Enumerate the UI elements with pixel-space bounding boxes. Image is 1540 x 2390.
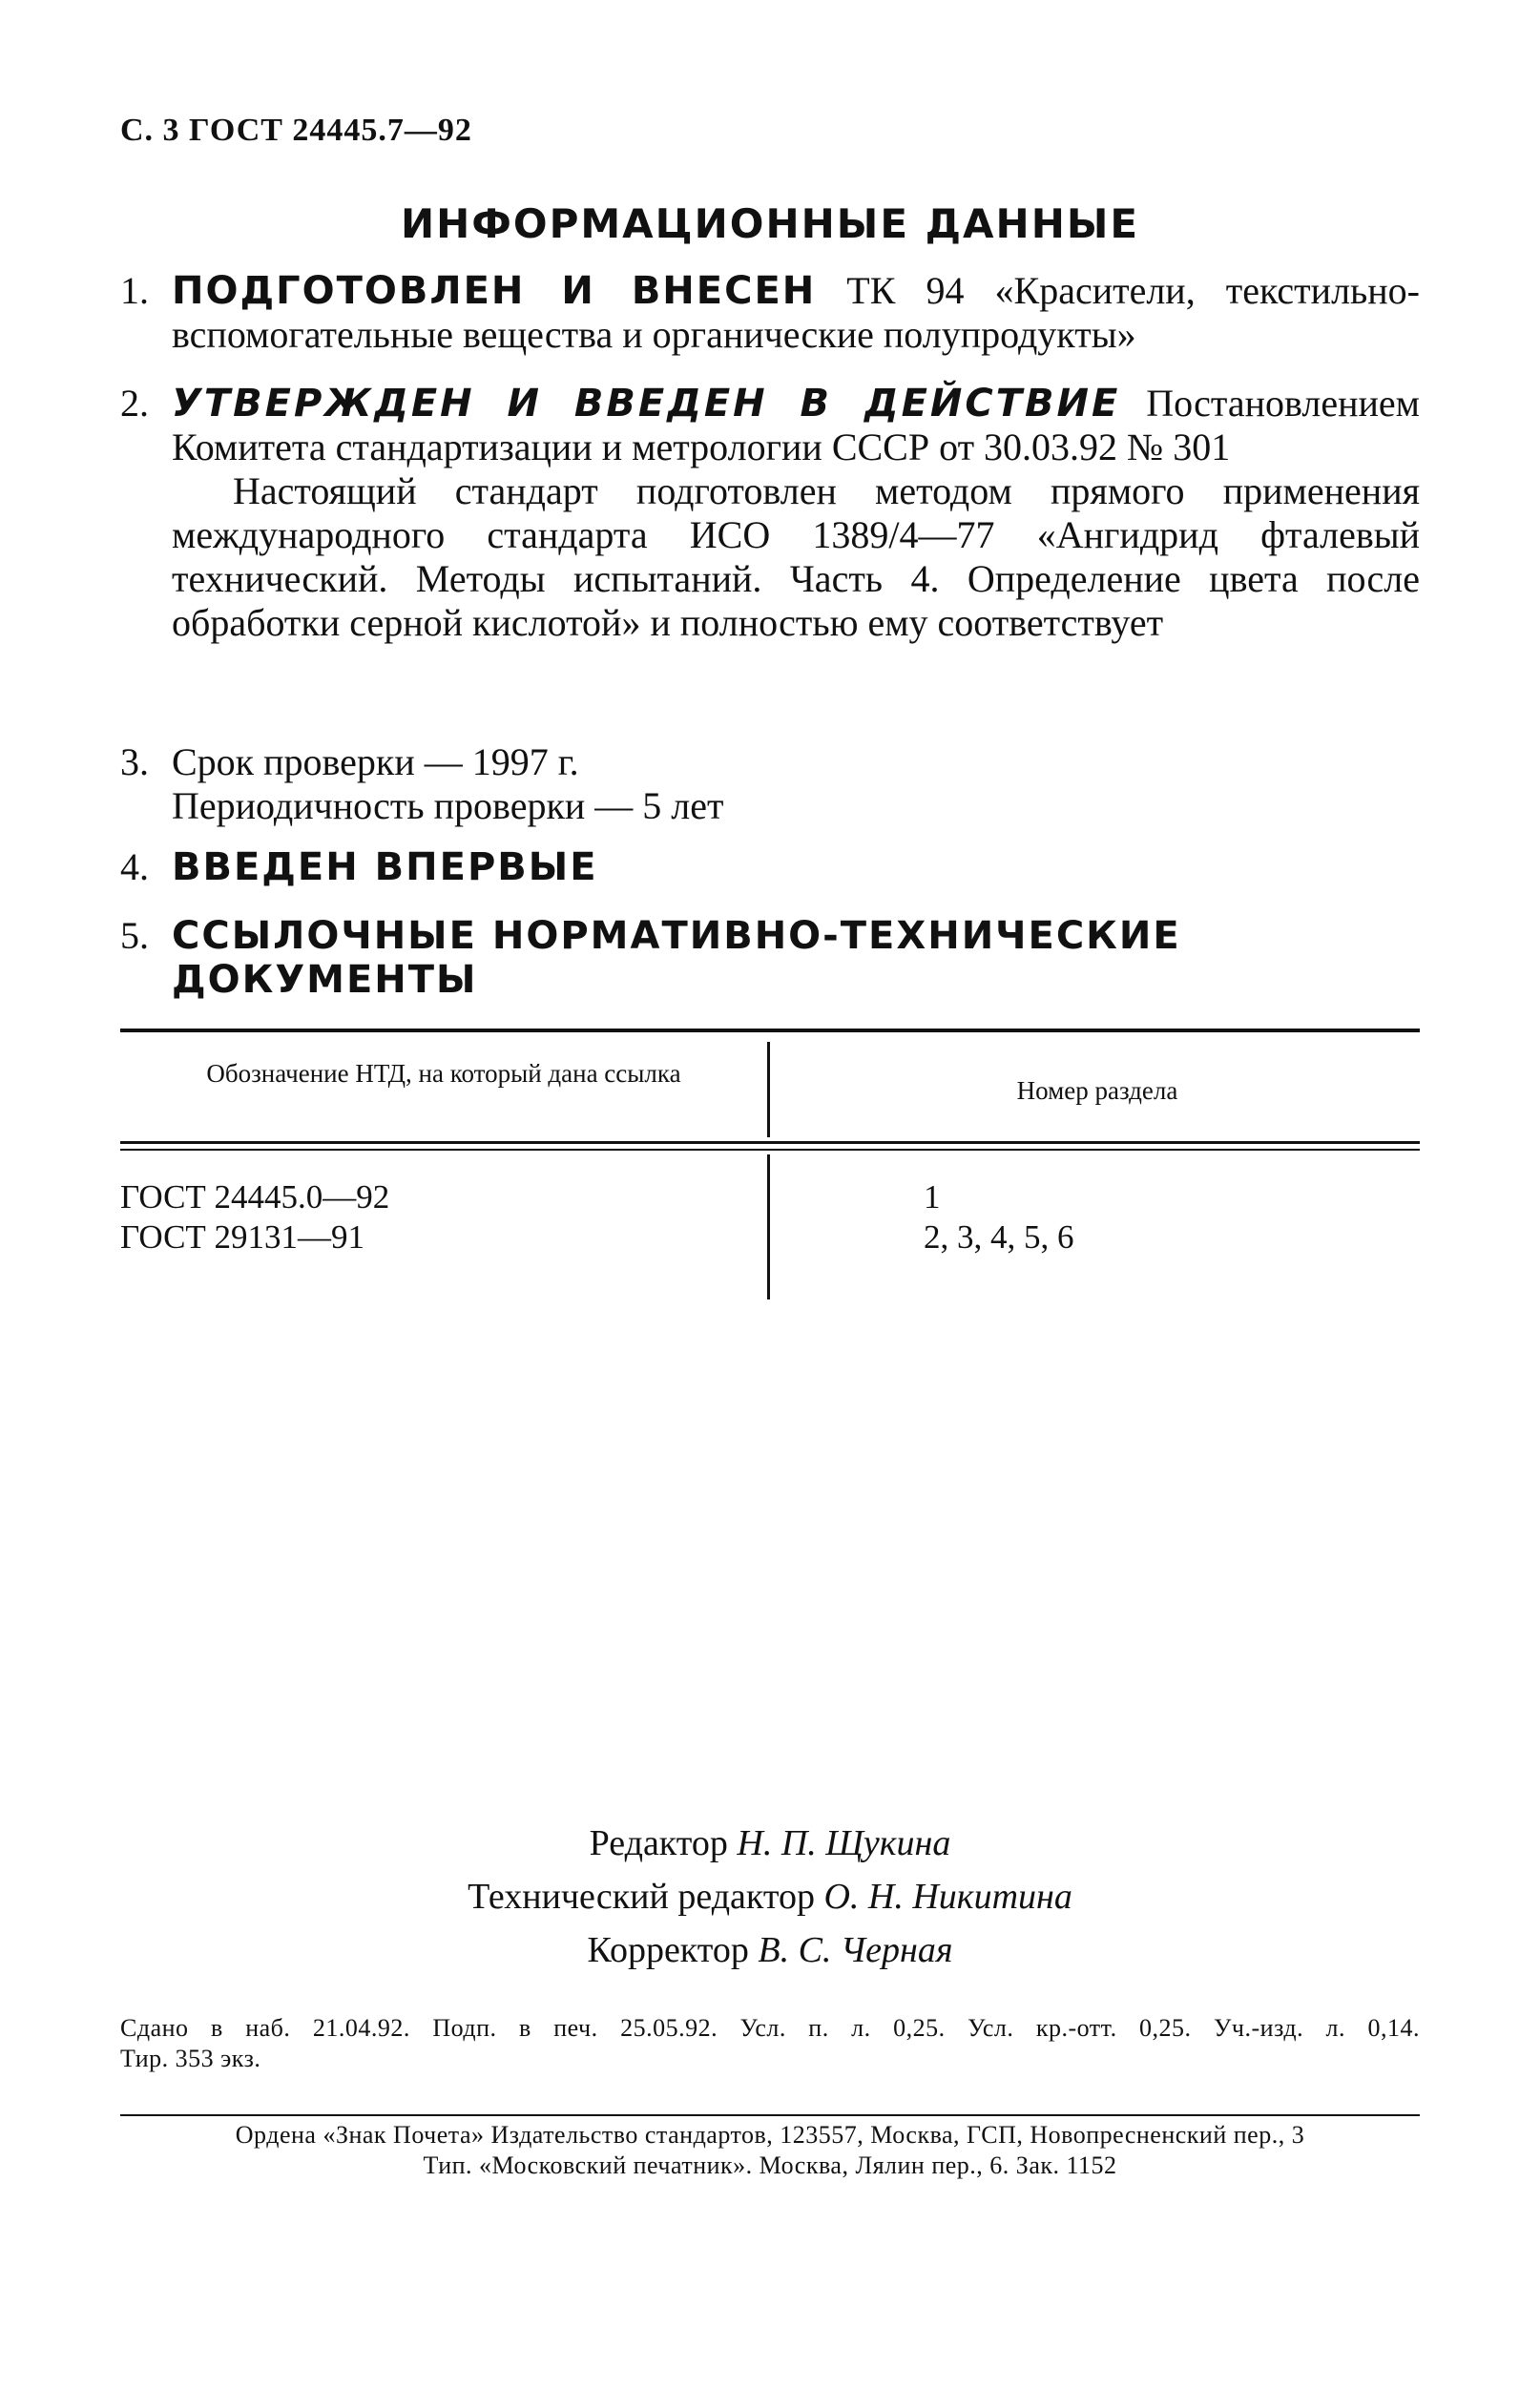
imprint-divider (120, 2114, 1420, 2116)
item-text: Постановлением Комитета стандартизации и метрологии СССР от 30.03.92 № 301 (172, 382, 1420, 468)
print-run: Тир. 353 экз. (120, 2045, 261, 2072)
table-header-rule (120, 1141, 1420, 1144)
review-deadline: Срок проверки — 1997 г. (172, 740, 579, 783)
table-column-divider (767, 1042, 770, 1137)
publisher-details (120, 2120, 1420, 2181)
corrector-name: В. С. Черная (758, 1930, 953, 1970)
corrector-role: Корректор (587, 1930, 749, 1970)
review-period: Периодичность проверки — 5 лет (172, 784, 724, 827)
list-item-1 (120, 269, 1420, 357)
list-item-2 (120, 382, 1420, 645)
table-column-designation (120, 1177, 389, 1257)
item-body (172, 914, 1420, 1002)
item-number: 3. (120, 740, 149, 783)
item-body (172, 382, 1420, 469)
tech-editor-line (0, 1870, 1540, 1923)
editor-name: Н. П. Щукина (737, 1823, 951, 1863)
editorial-credits (0, 1817, 1540, 1977)
print-dates: Сдано в наб. 21.04.92. Подп. в печ. 25.05.92. Усл. п. л. 0,25. Усл. кр.-отт. 0,25. Уч.-изд. л. 0,14. (120, 2014, 1420, 2042)
item-heading: ССЫЛОЧНЫЕ НОРМАТИВНО-ТЕХНИЧЕСКИЕ ДОКУМЕНТЫ (172, 914, 1181, 1002)
publisher-line: Ордена «Знак Почета» Издательство стандартов, 123557, Москва, ГСП, Новопресненский пер., 3 (235, 2121, 1305, 2149)
list-item-4 (120, 845, 1420, 889)
editor-line (0, 1817, 1540, 1870)
table-header-designation: Обозначение НТД, на который дана ссылка (206, 1059, 681, 1088)
table-cell: ГОСТ 24445.0—92 (120, 1178, 390, 1216)
corrector-line (0, 1923, 1540, 1977)
item-heading: УТВЕРЖДЕН И ВВЕДЕН В ДЕЙСТВИЕ (172, 382, 1121, 426)
table-column-divider (767, 1154, 770, 1299)
list-item-3 (120, 740, 1420, 828)
item-body (172, 740, 1420, 828)
table-column-section (924, 1177, 1074, 1257)
item-body (172, 845, 1420, 889)
table-cell: 1 (924, 1178, 941, 1216)
item-number: 5. (120, 914, 149, 957)
printer-line: Тип. «Московский печатник». Москва, Лялин пер., 6. Зак. 1152 (423, 2151, 1117, 2179)
item-number: 4. (120, 845, 149, 888)
table-header-rule-2 (120, 1149, 1420, 1151)
table-top-rule (120, 1029, 1420, 1032)
editor-role: Редактор (589, 1823, 728, 1863)
page-title: ИНФОРМАЦИОННЫЕ ДАННЫЕ (400, 200, 1140, 247)
item-heading: ПОДГОТОВЛЕН И ВНЕСЕН (172, 269, 817, 313)
item-number: 1. (120, 269, 149, 312)
item-body (172, 269, 1420, 357)
item-paragraph: Настоящий стандарт подготовлен методом прямого применения международного стандарта ИСО 1389/4—77 «Ангидрид фталевый технический. Методы испытаний. Часть 4. Определение цвета после обработки серной кислотой» и полностью ему соответствует (172, 469, 1420, 644)
tech-editor-role: Технический редактор (468, 1877, 815, 1917)
list-item-5 (120, 914, 1420, 1002)
page-reference: С. 3 ГОСТ 24445.7—92 (120, 113, 472, 148)
print-details (120, 2013, 1420, 2074)
table-cell: ГОСТ 29131—91 (120, 1218, 365, 1256)
table-cell: 2, 3, 4, 5, 6 (924, 1218, 1074, 1256)
item-heading: ВВЕДЕН ВПЕРВЫЕ (172, 845, 598, 889)
tech-editor-name: О. Н. Никитина (823, 1877, 1072, 1917)
table-header-section: Номер раздела (1016, 1076, 1178, 1105)
item-number: 2. (120, 382, 149, 425)
item-text: ТК 94 «Красители, текстильно-вспомогательные вещества и органические полупродукты» (172, 269, 1420, 356)
